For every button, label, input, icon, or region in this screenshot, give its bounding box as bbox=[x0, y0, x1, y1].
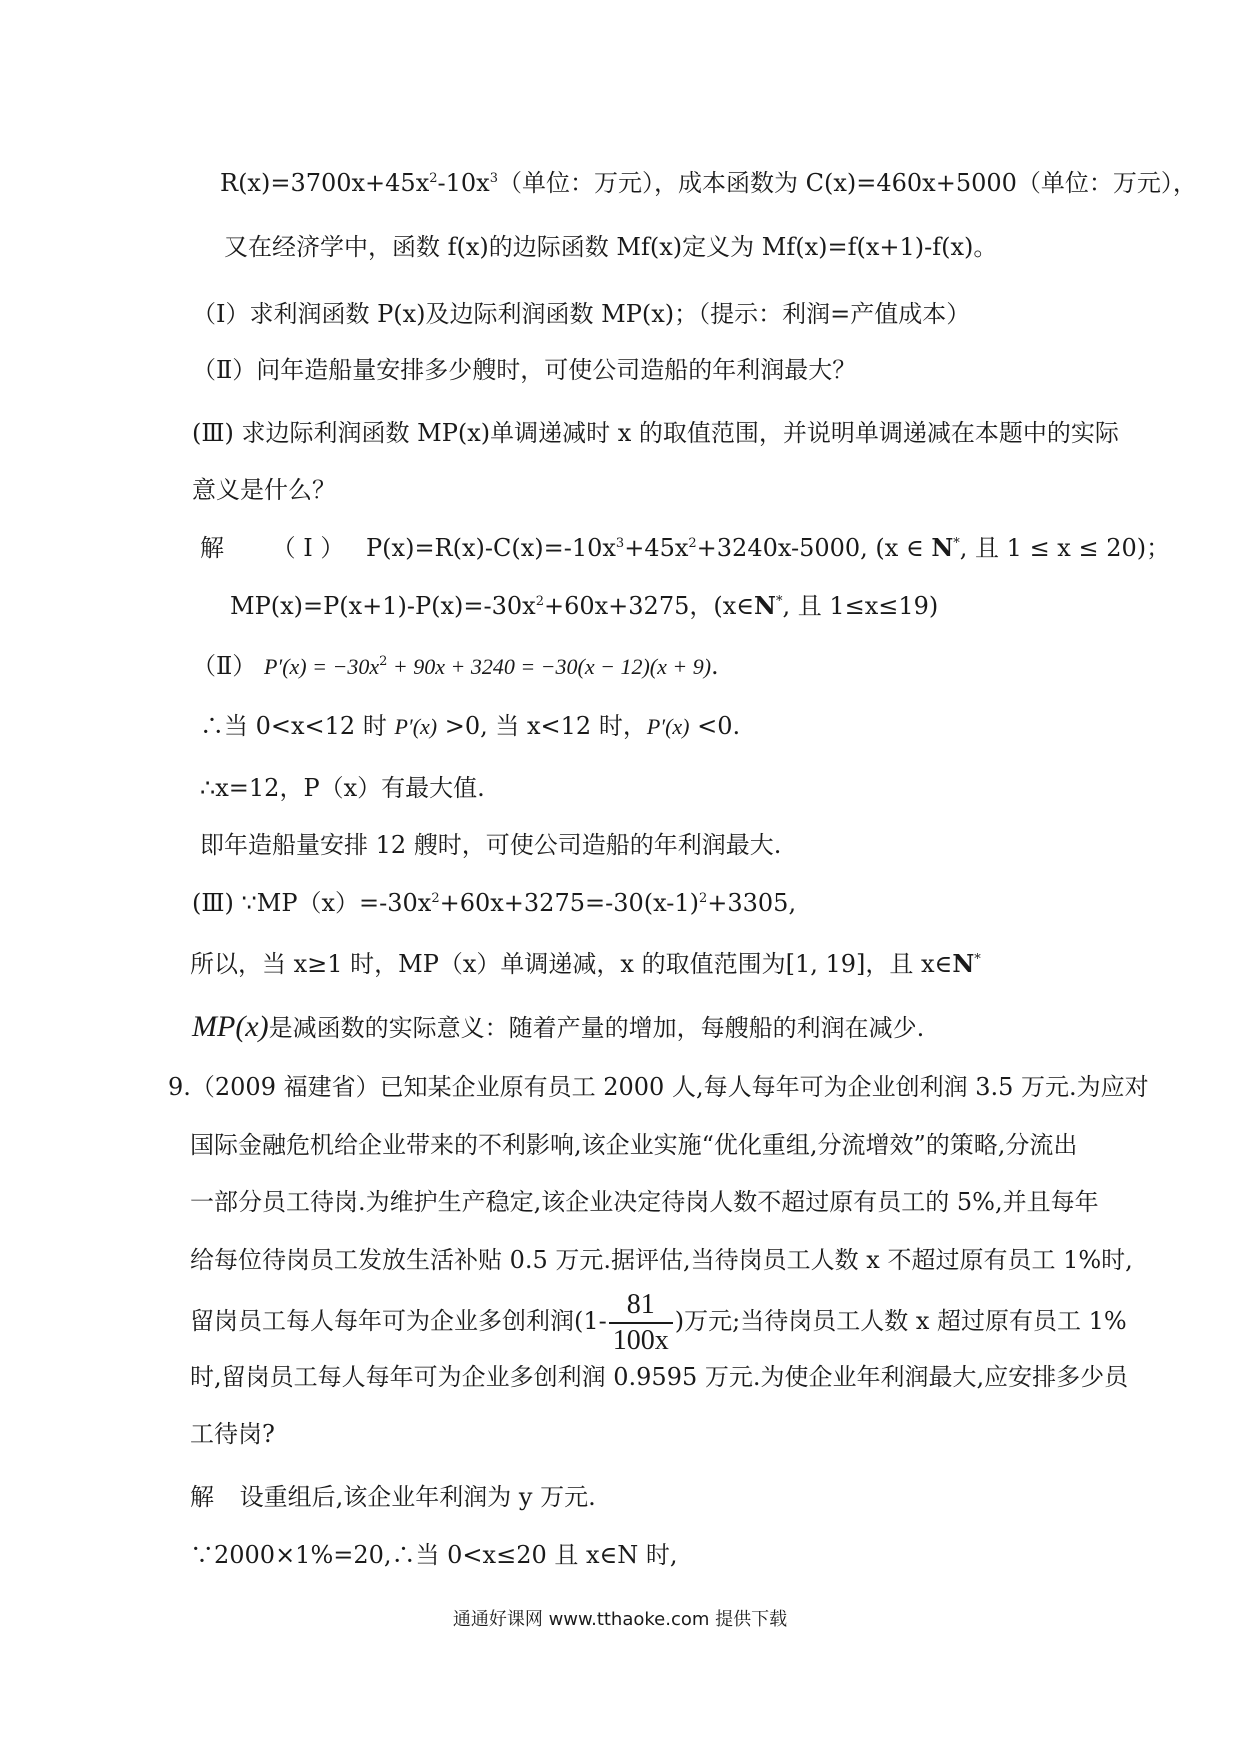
derivative-symbol: P′(x) bbox=[646, 714, 690, 739]
question-2: （Ⅱ）问年造船量安排多少艘时，可使公司造船的年利润最大？ bbox=[192, 356, 857, 384]
text-segment: +3305, bbox=[707, 889, 797, 917]
exponent: * bbox=[974, 952, 981, 967]
part-label: （Ⅱ） bbox=[192, 652, 257, 680]
problem-9-line-5 bbox=[190, 1286, 1127, 1358]
exponent: 2 bbox=[379, 654, 388, 669]
text-segment: 所以，当 x≥1 时，MP（x）单调递减，x 的取值范围为[1, 19]，且 x∈ bbox=[190, 950, 953, 978]
fraction bbox=[609, 1288, 673, 1358]
question-1: （Ⅰ）求利润函数 P(x)及边际利润函数 MP(x)；（提示：利润=产值成本） bbox=[192, 300, 971, 328]
problem-9-solution-line-1 bbox=[190, 1482, 596, 1512]
marginal-profit-symbol: MP(x) bbox=[192, 1010, 269, 1043]
derivative-formula: + 90x + 3240 = −30(x − 12)(x + 9) bbox=[387, 654, 712, 679]
text-segment: )万元;当待岗员工人数 x 超过原有员工 1% bbox=[674, 1307, 1127, 1335]
text-segment: , 且 1 ≤ x ≤ 20)； bbox=[959, 534, 1171, 562]
exponent: 3 bbox=[615, 536, 625, 551]
problem-9-line-6: 时,留岗员工每人每年可为企业多创利润 0.9595 万元.为使企业年利润最大,应安排多少员 bbox=[190, 1363, 1129, 1391]
text-segment: R(x)=3700x+45x bbox=[220, 169, 430, 197]
text-segment: . bbox=[711, 652, 719, 680]
derivative-symbol: P′(x) bbox=[394, 714, 438, 739]
derivative-formula: P′(x) = −30x bbox=[263, 654, 380, 679]
exponent: * bbox=[953, 536, 960, 551]
revenue-function-line bbox=[220, 168, 1197, 198]
solution-part-3-meaning bbox=[192, 1012, 924, 1043]
exponent: 2 bbox=[429, 171, 438, 186]
problem-9-line-3: 一部分员工待岗.为维护生产稳定,该企业决定待岗人数不超过原有员工的 5%,并且每年 bbox=[190, 1188, 1099, 1216]
solution-label: 解 bbox=[190, 1483, 214, 1511]
solution-part-2-conclusion: 即年造船量安排 12 艘时，可使公司造船的年利润最大. bbox=[200, 831, 782, 859]
text-segment: +45x bbox=[624, 534, 689, 562]
natural-numbers-symbol: N bbox=[754, 591, 776, 620]
problem-9-line-7: 工待岗? bbox=[190, 1420, 275, 1448]
solution-part-1-marginal-profit bbox=[230, 591, 938, 621]
text-segment: （单位：万元），成本函数为 C(x)=460x+5000（单位：万元）， bbox=[498, 169, 1197, 197]
text-segment: +60x+3275，(x∈ bbox=[543, 592, 755, 620]
text-segment: (Ⅲ) ∵MP（x）=-30x bbox=[192, 889, 432, 917]
page-footer: 通通好课网 www.tthaoke.com 提供下载 bbox=[452, 1609, 788, 1630]
question-3-line-1: (Ⅲ) 求边际利润函数 MP(x)单调递减时 x 的取值范围，并说明单调递减在本题中的实际 bbox=[192, 419, 1119, 447]
text-segment: -10x bbox=[437, 169, 490, 197]
text-segment: P(x)=R(x)-C(x)=-10x bbox=[366, 534, 616, 562]
problem-9-line-4: 给每位待岗员工发放生活补贴 0.5 万元.据评估,当待岗员工人数 x 不超过原有员工 1%时, bbox=[190, 1246, 1133, 1274]
solution-part-2-derivative bbox=[192, 651, 719, 682]
text-segment: , 且 1≤x≤19) bbox=[782, 592, 939, 620]
problem-9-line-2: 国际金融危机给企业带来的不利影响,该企业实施“优化重组,分流增效”的策略,分流出 bbox=[190, 1131, 1078, 1159]
text-segment: 留岗员工每人每年可为企业多创利润(1- bbox=[190, 1307, 607, 1335]
text-segment: ∴当 0<x<12 时 bbox=[200, 712, 395, 740]
exponent: 2 bbox=[535, 594, 544, 609]
solution-part-2-maximum: ∴x=12，P（x）有最大值. bbox=[200, 774, 485, 802]
problem-9-line-1: 9.（2009 福建省）已知某企业原有员工 2000 人,每人每年可为企业创利润 3.5 万元.为应对 bbox=[168, 1073, 1149, 1101]
text-segment: 是减函数的实际意义：随着产量的增加，每艘船的利润在减少. bbox=[268, 1014, 925, 1042]
solution-part-3-formula bbox=[192, 888, 796, 918]
text-segment: +60x+3275=-30(x-1) bbox=[439, 889, 699, 917]
fraction-numerator: 81 bbox=[609, 1288, 673, 1324]
exponent: 2 bbox=[698, 891, 708, 906]
text-segment: MP(x)=P(x+1)-P(x)=-30x bbox=[230, 592, 536, 620]
exponent: 3 bbox=[489, 171, 498, 186]
marginal-function-definition: 又在经济学中，函数 f(x)的边际函数 Mf(x)定义为 Mf(x)=f(x+1)-f(x)。 bbox=[224, 233, 998, 261]
solution-part-3-range bbox=[190, 949, 981, 979]
natural-numbers-symbol: N bbox=[931, 533, 954, 562]
question-3-line-2: 意义是什么？ bbox=[192, 476, 336, 504]
part-label: （ Ⅰ ） bbox=[271, 534, 345, 562]
text-segment: +3240x-5000, (x ∈ bbox=[696, 534, 932, 562]
text-segment: >0, 当 x<12 时， bbox=[437, 712, 647, 740]
exponent: 2 bbox=[688, 536, 697, 551]
fraction-denominator: 100x bbox=[612, 1324, 669, 1356]
text-segment: <0. bbox=[689, 712, 741, 740]
solution-part-2-sign-analysis bbox=[200, 711, 740, 742]
text-segment: 设重组后,该企业年利润为 y 万元. bbox=[239, 1483, 596, 1511]
exponent: * bbox=[775, 594, 783, 609]
problem-9-solution-line-2: ∵2000×1%=20,∴当 0<x≤20 且 x∈N 时, bbox=[190, 1541, 678, 1569]
exponent: 2 bbox=[431, 891, 440, 906]
natural-numbers-symbol: N bbox=[952, 949, 975, 978]
solution-part-1-profit bbox=[200, 533, 1170, 563]
solution-label: 解 bbox=[200, 534, 224, 562]
